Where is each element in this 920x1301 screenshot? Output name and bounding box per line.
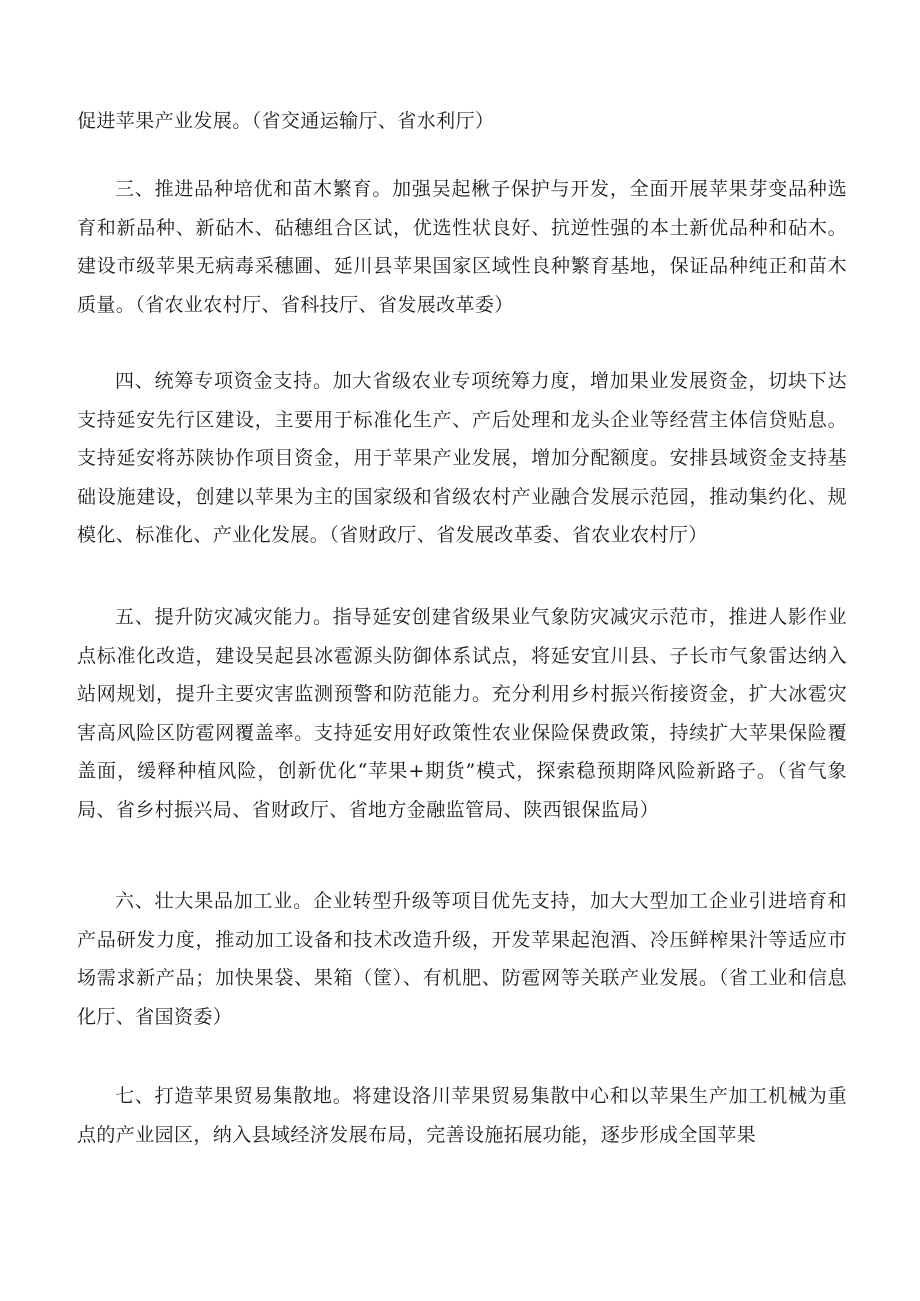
paragraph-section-4 [77, 362, 847, 555]
paragraph-text: 促进苹果产业发展。（省交通运输厅、省水利厅） [77, 110, 495, 132]
paragraph-text: 四、统筹专项资金支持。加大省级农业专项统筹力度，增加果业发展资金，切块下达支持延安先行区建设，主要用于标准化生产、产后处理和龙头企业等经营主体信贷贴息。支持延安将苏陕协作项目资金，用于苹果产业发展，增加分配额度。安排县域资金支持基础设施建设，创建以苹果为主的国家级和省级农村产业融合发展示范园，推动集约化、规模化、标准化、产业化发展。（省财政厅、省发展改革委、省农业农村厅） [77, 370, 847, 546]
paragraph-text: 五、提升防灾减灾能力。指导延安创建省级果业气象防灾减灾示范市，推进人影作业点标准化改造，建设吴起县冰雹源头防御体系试点，将延安宜川县、子长市气象雷达纳入站网规划，提升主要灾害监测预警和防范能力。充分利用乡村振兴衔接资金，扩大冰雹灾害高风险区防雹网覆盖率。支持延安用好政策性农业保险保费政策，持续扩大苹果保险覆盖面，缓释种植风险，创新优化“苹果+期货”模式，探索稳预期降风险新路子。（省气象局、省乡村振兴局、省财政厅、省地方金融监管局、陕西银保监局） [77, 606, 847, 821]
paragraph-section-3 [77, 170, 847, 324]
paragraph-text: 六、壮大果品加工业。企业转型升级等项目优先支持，加大大型加工企业引进培育和产品研发力度，推动加工设备和技术改造升级，开发苹果起泡酒、冷压鲜榨果汁等适应市场需求新产品；加快果袋、果箱（筐）、有机肥、防雹网等关联产业发展。（省工业和信息化厅、省国资委） [77, 890, 847, 1028]
paragraph-section-6 [77, 882, 847, 1036]
paragraph-section-5 [77, 598, 847, 829]
paragraph-continuation [77, 102, 847, 141]
paragraph-text: 三、推进品种培优和苗木繁育。加强吴起楸子保护与开发，全面开展苹果芽变品种选育和新品种、新砧木、砧穗组合区试，优选性状良好、抗逆性强的本土新优品种和砧木。建设市级苹果无病毒采穗圃、延川县苹果国家区域性良种繁育基地，保证品种纯正和苗木质量。（省农业农村厅、省科技厅、省发展改革委） [77, 178, 847, 316]
paragraph-section-7 [77, 1077, 847, 1154]
paragraph-text: 七、打造苹果贸易集散地。将建设洛川苹果贸易集散中心和以苹果生产加工机械为重点的产业园区，纳入县域经济发展布局，完善设施拓展功能，逐步形成全国苹果 [77, 1085, 847, 1146]
